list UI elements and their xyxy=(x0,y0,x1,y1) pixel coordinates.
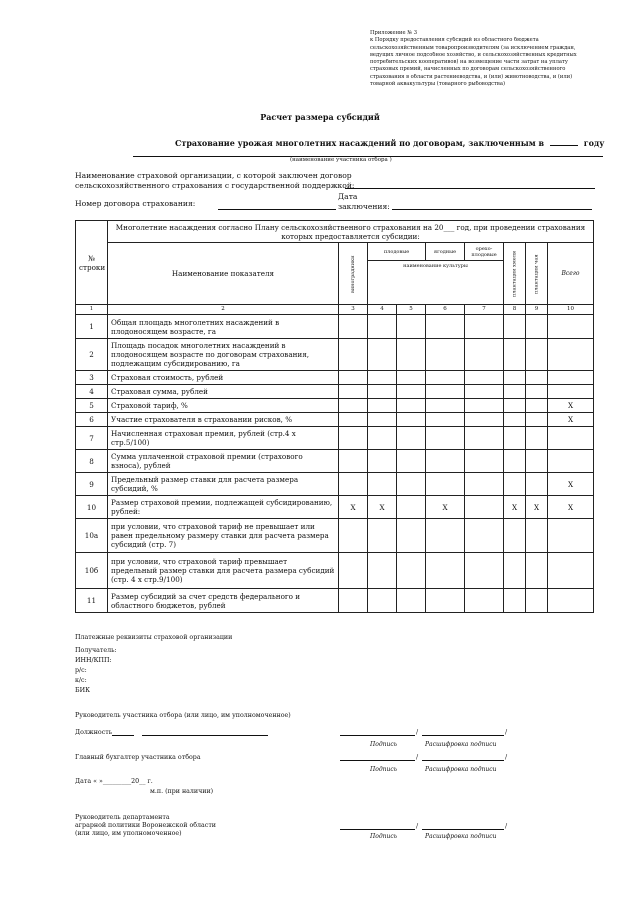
stamp-label: м.п. (при наличии) xyxy=(150,788,214,795)
slash: / xyxy=(505,823,508,830)
table-cell[interactable] xyxy=(368,427,397,450)
head-label: Руководитель участника отбора (или лицо, им уполномоченное) xyxy=(75,712,291,719)
signature-caption: Подпись xyxy=(370,833,398,840)
indicator-name: Сумма уплаченной страховой премии (страхового взноса), рублей xyxy=(108,450,339,473)
indicator-name: Размер страховой премии, подлежащей субсидированию, рублей: xyxy=(108,496,339,519)
row-number: 9 xyxy=(76,473,108,496)
appendix-line: к Порядку предоставления субсидий из областного бюджета xyxy=(370,37,539,44)
table-cell[interactable] xyxy=(526,427,548,450)
table-cell[interactable] xyxy=(397,519,426,553)
department-name-field[interactable] xyxy=(422,829,504,830)
table-cell[interactable] xyxy=(526,519,548,553)
position-field-short[interactable] xyxy=(112,735,134,736)
decoding-caption: Расшифровка подписи xyxy=(425,766,497,773)
decoding-caption: Расшифровка подписи xyxy=(425,833,497,840)
subtitle-suffix: году xyxy=(583,138,605,148)
table-cell[interactable] xyxy=(465,413,504,427)
bank-details xyxy=(75,634,232,695)
table-cell[interactable] xyxy=(397,339,426,371)
col-fruit: плодовые xyxy=(368,243,426,261)
table-cell[interactable] xyxy=(548,427,594,450)
ks-label: к/с: xyxy=(75,677,87,684)
table-cell[interactable] xyxy=(426,371,465,385)
table-cell[interactable] xyxy=(526,315,548,339)
appendix-line: ведущих личное подсобное хозяйство, и сельскохозяйственных кредитных xyxy=(370,51,577,58)
table-cell[interactable] xyxy=(397,589,426,613)
table-cell[interactable] xyxy=(339,519,368,553)
year-blank[interactable] xyxy=(550,145,578,146)
date-label-1: Дата xyxy=(338,192,358,201)
table-cell[interactable] xyxy=(339,553,368,589)
inn-label: ИНН/КПП: xyxy=(75,657,112,664)
table-cell[interactable] xyxy=(426,427,465,450)
slash: / xyxy=(505,729,508,736)
table-cell[interactable] xyxy=(504,413,526,427)
table-cell[interactable] xyxy=(426,385,465,399)
table-cell[interactable] xyxy=(426,399,465,413)
table-cell[interactable] xyxy=(368,553,397,589)
table-row xyxy=(76,385,594,399)
table-row xyxy=(76,473,594,496)
rs-label: р/с: xyxy=(75,667,87,674)
table-cell[interactable]: X xyxy=(526,496,548,519)
date-label xyxy=(338,192,390,212)
department-signature-field[interactable] xyxy=(340,829,415,830)
table-cell[interactable] xyxy=(397,399,426,413)
table-row xyxy=(76,427,594,450)
table-cell[interactable] xyxy=(548,589,594,613)
indicator-name: Площадь посадок многолетних насаждений в плодоносящем возрасте по договорам страхования, подлежащим субсидированию, га xyxy=(108,339,339,371)
indicator-name: Страховая сумма, рублей xyxy=(108,385,339,399)
table-cell[interactable] xyxy=(465,589,504,613)
department-line-3: (или лицо, им уполномоченное) xyxy=(75,830,182,837)
accountant-label: Главный бухгалтер участника отбора xyxy=(75,754,201,761)
position-label: Должность xyxy=(75,729,113,736)
subsidy-table xyxy=(75,220,594,613)
appendix-line: страховых премий, начисленных по договорам сельскохозяйственного xyxy=(370,66,566,73)
row-number: 10 xyxy=(76,496,108,519)
appendix-line: сельскохозяйственным товаропроизводителям (за исключением граждан, xyxy=(370,44,576,51)
table-cell[interactable] xyxy=(526,450,548,473)
table-cell[interactable] xyxy=(504,553,526,589)
table-cell[interactable] xyxy=(548,315,594,339)
appendix-line: Приложение № 3 xyxy=(370,30,418,36)
table-cell[interactable] xyxy=(504,519,526,553)
row-number: 10б xyxy=(76,553,108,589)
table-cell[interactable] xyxy=(504,450,526,473)
column-number: 7 xyxy=(465,305,504,315)
table-cell[interactable] xyxy=(397,450,426,473)
table-row xyxy=(76,450,594,473)
col-tea: плантации чая xyxy=(526,243,548,305)
bank-title: Платежные реквизиты страховой организации xyxy=(75,634,233,641)
table-row xyxy=(76,339,594,371)
table-cell[interactable]: X xyxy=(339,496,368,519)
slash: / xyxy=(416,729,419,736)
appendix-line: страхования в области растениеводства, и (или) животноводства, и (или) xyxy=(370,73,573,80)
table-cell[interactable] xyxy=(504,427,526,450)
table-cell[interactable] xyxy=(548,553,594,589)
table-row xyxy=(76,399,594,413)
accountant-signature-field[interactable] xyxy=(340,760,415,761)
indicator-name: Предельный размер ставки для расчета размера субсидий, % xyxy=(108,473,339,496)
subtitle-prefix: Страхование урожая многолетних насаждений по договорам, заключенным в xyxy=(175,138,545,148)
table-cell[interactable] xyxy=(548,450,594,473)
row-number: 6 xyxy=(76,413,108,427)
table-cell[interactable] xyxy=(526,473,548,496)
table-cell[interactable] xyxy=(526,553,548,589)
table-row xyxy=(76,315,594,339)
table-cell[interactable] xyxy=(465,450,504,473)
table-cell[interactable] xyxy=(339,473,368,496)
table-cell[interactable] xyxy=(504,589,526,613)
row-number: 10а xyxy=(76,519,108,553)
accountant-name-field[interactable] xyxy=(422,760,504,761)
head-signature-field[interactable] xyxy=(340,735,415,736)
table-cell[interactable] xyxy=(368,315,397,339)
participant-note: (наименование участника отбора ) xyxy=(290,157,392,163)
decoding-caption: Расшифровка подписи xyxy=(425,741,497,748)
signature-caption: Подпись xyxy=(370,766,398,773)
table-cell[interactable] xyxy=(504,399,526,413)
row-number: 4 xyxy=(76,385,108,399)
table-row xyxy=(76,496,594,519)
appendix-line: потребительских кооперативов) на возмещение части затрат на уплату xyxy=(370,59,568,66)
table-cell[interactable] xyxy=(397,413,426,427)
table-cell[interactable]: X xyxy=(548,413,594,427)
table-cell[interactable] xyxy=(526,339,548,371)
table-cell[interactable] xyxy=(368,339,397,371)
table-cell[interactable] xyxy=(526,589,548,613)
column-number: 2 xyxy=(108,305,339,315)
indicator-name: Общая площадь многолетних насаждений в плодоносящем возрасте, га xyxy=(108,315,339,339)
table-cell[interactable]: X xyxy=(548,496,594,519)
col-row-number-header: № строки xyxy=(76,221,108,305)
appendix-note xyxy=(370,30,600,88)
table-cell[interactable] xyxy=(504,385,526,399)
contract-number-field[interactable] xyxy=(218,209,336,210)
table-cell[interactable] xyxy=(526,413,548,427)
table-cell[interactable] xyxy=(465,496,504,519)
date-label-2: заключения: xyxy=(338,202,390,211)
table-cell[interactable] xyxy=(426,473,465,496)
table-cell[interactable] xyxy=(339,399,368,413)
indicator-name: Участие страхователя в страховании рисков, % xyxy=(108,413,339,427)
table-cell[interactable] xyxy=(339,371,368,385)
department-line-2: аграрной политики Воронежской области xyxy=(75,822,217,829)
col-indicator-header: Наименование показателя xyxy=(108,243,339,305)
contract-date-field[interactable] xyxy=(392,209,592,210)
table-cell[interactable] xyxy=(368,385,397,399)
table-cell[interactable] xyxy=(504,339,526,371)
slash: / xyxy=(416,754,419,761)
row-number: 7 xyxy=(76,427,108,450)
table-cell[interactable] xyxy=(339,385,368,399)
department-head xyxy=(75,814,216,838)
table-cell[interactable] xyxy=(526,399,548,413)
row-number: 8 xyxy=(76,450,108,473)
table-cell[interactable] xyxy=(397,553,426,589)
table-cell[interactable]: X xyxy=(548,473,594,496)
position-field[interactable] xyxy=(142,735,268,736)
recipient-label: Получатель: xyxy=(75,647,117,654)
bik-label: БИК xyxy=(75,687,90,694)
table-cell[interactable] xyxy=(548,339,594,371)
document-title: Расчет размера субсидий xyxy=(260,112,380,122)
slash: / xyxy=(416,823,419,830)
col-nut: орехо-плодовые xyxy=(465,243,504,261)
table-cell[interactable] xyxy=(397,315,426,339)
table-cell[interactable] xyxy=(426,339,465,371)
column-number: 4 xyxy=(368,305,397,315)
table-cell[interactable] xyxy=(548,385,594,399)
indicator-name: при условии, что страховой тариф не превышает или равен предельному размеру ставки для расчета размера субсидий (стр. 7) xyxy=(108,519,339,553)
column-number: 5 xyxy=(397,305,426,315)
indicator-name: Размер субсидий за счет средств федерального и областного бюджетов, рублей xyxy=(108,589,339,613)
department-line-1: Руководитель департамента xyxy=(75,814,170,821)
table-cell[interactable]: X xyxy=(426,496,465,519)
table-cell[interactable] xyxy=(426,589,465,613)
table-cell[interactable] xyxy=(397,385,426,399)
plan-header: Многолетние насаждения согласно Плану сельскохозяйственного страхования на 20___ год, при проведении страхования которых предоставляется субсидии: xyxy=(108,221,594,243)
col-total: Всего xyxy=(548,243,594,305)
insurer-field[interactable] xyxy=(345,188,595,189)
row-number: 5 xyxy=(76,399,108,413)
table-cell[interactable] xyxy=(397,371,426,385)
row-number: 1 xyxy=(76,315,108,339)
col-hop: плантации хмеля xyxy=(504,243,526,305)
table-cell[interactable] xyxy=(465,315,504,339)
head-name-field[interactable] xyxy=(422,735,504,736)
slash: / xyxy=(505,754,508,761)
table-row xyxy=(76,589,594,613)
table-cell[interactable] xyxy=(548,371,594,385)
table-cell[interactable] xyxy=(465,473,504,496)
row-number: 11 xyxy=(76,589,108,613)
table-cell[interactable] xyxy=(368,450,397,473)
column-number: 6 xyxy=(426,305,465,315)
table-cell[interactable] xyxy=(397,427,426,450)
table-row xyxy=(76,553,594,589)
insurer-label xyxy=(75,171,355,191)
table-cell[interactable] xyxy=(426,553,465,589)
table-cell[interactable] xyxy=(339,589,368,613)
table-cell[interactable] xyxy=(465,339,504,371)
table-cell[interactable] xyxy=(426,519,465,553)
table-cell[interactable] xyxy=(368,413,397,427)
column-number: 9 xyxy=(526,305,548,315)
signature-caption: Подпись xyxy=(370,741,398,748)
table-cell[interactable] xyxy=(339,339,368,371)
indicator-name: при условии, что страховой тариф превышает предельный размер ставки для расчета размера субсидий (стр. 4 х стр.9/100) xyxy=(108,553,339,589)
table-row xyxy=(76,519,594,553)
table-cell[interactable]: X xyxy=(504,496,526,519)
table-cell[interactable] xyxy=(504,371,526,385)
table-cell[interactable] xyxy=(465,385,504,399)
table-cell[interactable] xyxy=(465,519,504,553)
table-cell[interactable] xyxy=(368,473,397,496)
indicator-name: Страховая стоимость, рублей xyxy=(108,371,339,385)
date-field[interactable]: Дата « »_________20__ г. xyxy=(75,778,153,785)
table-cell[interactable] xyxy=(465,399,504,413)
table-cell[interactable] xyxy=(426,450,465,473)
table-cell[interactable] xyxy=(465,371,504,385)
crop-names-note: наименование культуры xyxy=(368,261,504,305)
contract-number-label: Номер договора страхования: xyxy=(75,199,196,208)
col-vineyards: виноградники xyxy=(339,243,368,305)
table-cell[interactable] xyxy=(368,371,397,385)
table-cell[interactable] xyxy=(465,553,504,589)
indicator-name: Страховой тариф, % xyxy=(108,399,339,413)
column-number-row xyxy=(76,305,594,315)
table-cell[interactable] xyxy=(368,589,397,613)
column-number: 1 xyxy=(76,305,108,315)
table-cell[interactable] xyxy=(339,315,368,339)
table-cell[interactable] xyxy=(339,427,368,450)
column-number: 10 xyxy=(548,305,594,315)
table-cell[interactable] xyxy=(504,315,526,339)
table-cell[interactable] xyxy=(339,450,368,473)
table-cell[interactable] xyxy=(504,473,526,496)
document-subtitle xyxy=(175,138,604,148)
col-berry: ягодные xyxy=(426,243,465,261)
indicator-name: Начисленная страховая премия, рублей (стр.4 х стр.5/100) xyxy=(108,427,339,450)
table-cell[interactable] xyxy=(368,399,397,413)
table-cell[interactable] xyxy=(526,385,548,399)
column-number: 8 xyxy=(504,305,526,315)
table-cell[interactable] xyxy=(426,413,465,427)
table-row xyxy=(76,413,594,427)
insurer-line-2: сельскохозяйственного страхования с государственной поддержкой: xyxy=(75,181,355,190)
table-cell[interactable] xyxy=(465,427,504,450)
table-cell[interactable]: X xyxy=(548,399,594,413)
table-cell[interactable] xyxy=(548,519,594,553)
column-number: 3 xyxy=(339,305,368,315)
appendix-line: товарной аквакультуры (товарного рыбоводства) xyxy=(370,81,505,88)
table-cell[interactable] xyxy=(368,519,397,553)
table-cell[interactable] xyxy=(526,371,548,385)
table-cell[interactable] xyxy=(339,413,368,427)
table-cell[interactable] xyxy=(397,473,426,496)
insurer-line-1: Наименование страховой организации, с которой заключен договор xyxy=(75,171,352,180)
table-cell[interactable] xyxy=(426,315,465,339)
row-number: 3 xyxy=(76,371,108,385)
table-cell[interactable] xyxy=(397,496,426,519)
row-number: 2 xyxy=(76,339,108,371)
table-cell[interactable]: X xyxy=(368,496,397,519)
table-row xyxy=(76,371,594,385)
